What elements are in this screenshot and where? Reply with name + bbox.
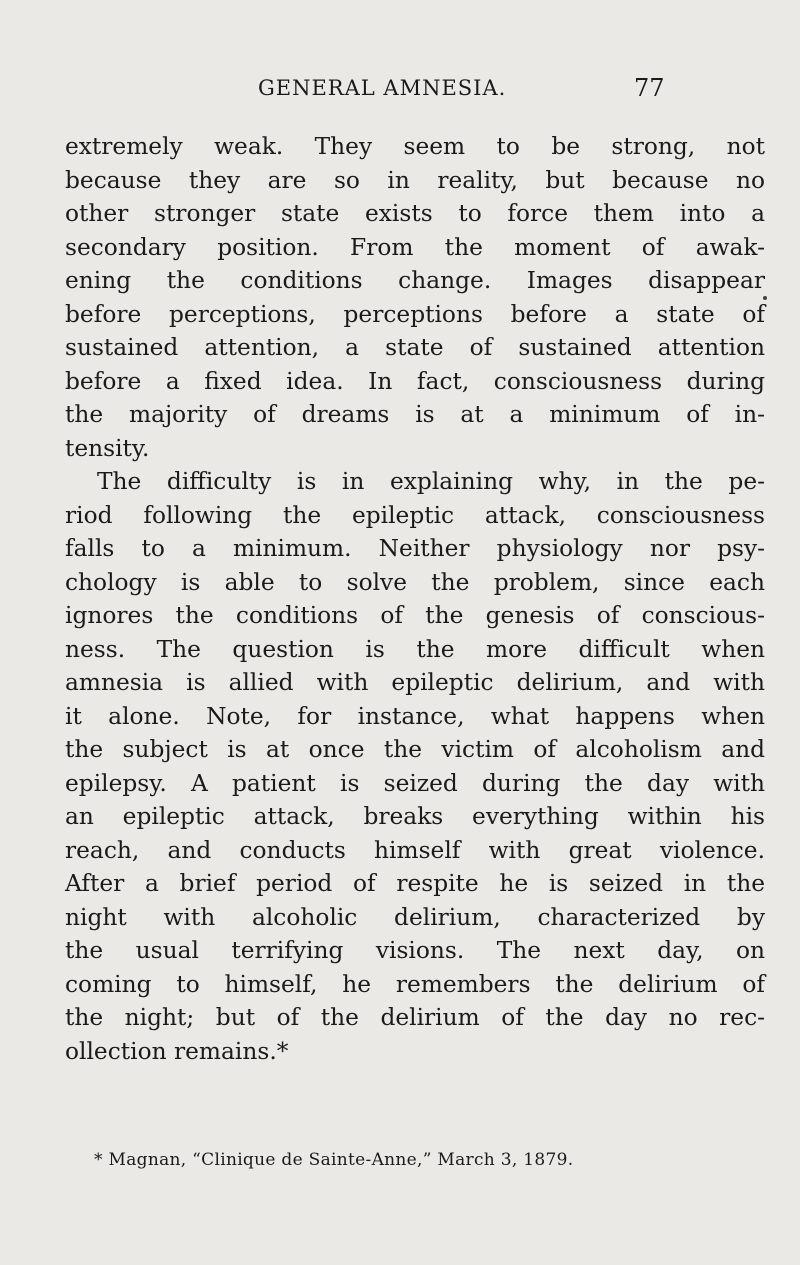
- text-line: it alone. Note, for instance, what happens when: [65, 702, 765, 730]
- text-line: The difficulty is in explaining why, in the pe-: [97, 468, 765, 495]
- footnote: * Magnan, “Clinique de Sainte-Anne,” March 3, 1879.: [94, 1150, 574, 1170]
- text-line: before perceptions, perceptions before a state of: [65, 300, 765, 328]
- text-line: riod following the epileptic attack, consciousness: [65, 501, 765, 529]
- text-line: amnesia is allied with epileptic delirium, and with: [65, 669, 765, 696]
- text-line: night with alcoholic delirium, characterized by: [65, 903, 765, 931]
- text-line: the subject is at once the victim of alcoholism and: [65, 736, 765, 763]
- margin-dot: [763, 296, 767, 300]
- text-line: reach, and conducts himself with great violence.: [65, 836, 765, 864]
- text-line: sustained attention, a state of sustained attention: [65, 334, 765, 361]
- text-line: coming to himself, he remembers the delirium of: [65, 970, 765, 998]
- text-line: ening the conditions change. Images disappear: [65, 267, 765, 294]
- text-line: tensity.: [65, 434, 150, 462]
- text-line: extremely weak. They seem to be strong, not: [65, 133, 765, 160]
- text-line: epilepsy. A patient is seized during the day with: [65, 769, 765, 797]
- text-line: After a brief period of respite he is seized in the: [65, 870, 765, 897]
- text-line: before a fixed idea. In fact, consciousness during: [65, 367, 765, 395]
- text-line: an epileptic attack, breaks everything within his: [65, 803, 765, 830]
- text-line: the majority of dreams is at a minimum of in-: [65, 401, 765, 428]
- text-line: secondary position. From the moment of awak-: [65, 233, 765, 261]
- body-text: [65, 130, 765, 1068]
- text-line: chology is able to solve the problem, since each: [65, 568, 765, 596]
- running-title: GENERAL AMNESIA.: [258, 76, 507, 100]
- text-line: because they are so in reality, but because no: [65, 166, 765, 194]
- text-line: ollection remains.*: [65, 1037, 289, 1065]
- text-line: ness. The question is the more difficult when: [65, 635, 765, 663]
- text-line: ignores the conditions of the genesis of conscious-: [65, 602, 765, 629]
- text-line: other stronger state exists to force them into a: [65, 200, 765, 227]
- text-line: the night; but of the delirium of the day no rec-: [65, 1004, 765, 1031]
- text-line: the usual terrifying visions. The next day, on: [65, 937, 765, 964]
- text-line: falls to a minimum. Neither physiology nor psy-: [65, 535, 765, 562]
- page-number: 77: [634, 74, 665, 102]
